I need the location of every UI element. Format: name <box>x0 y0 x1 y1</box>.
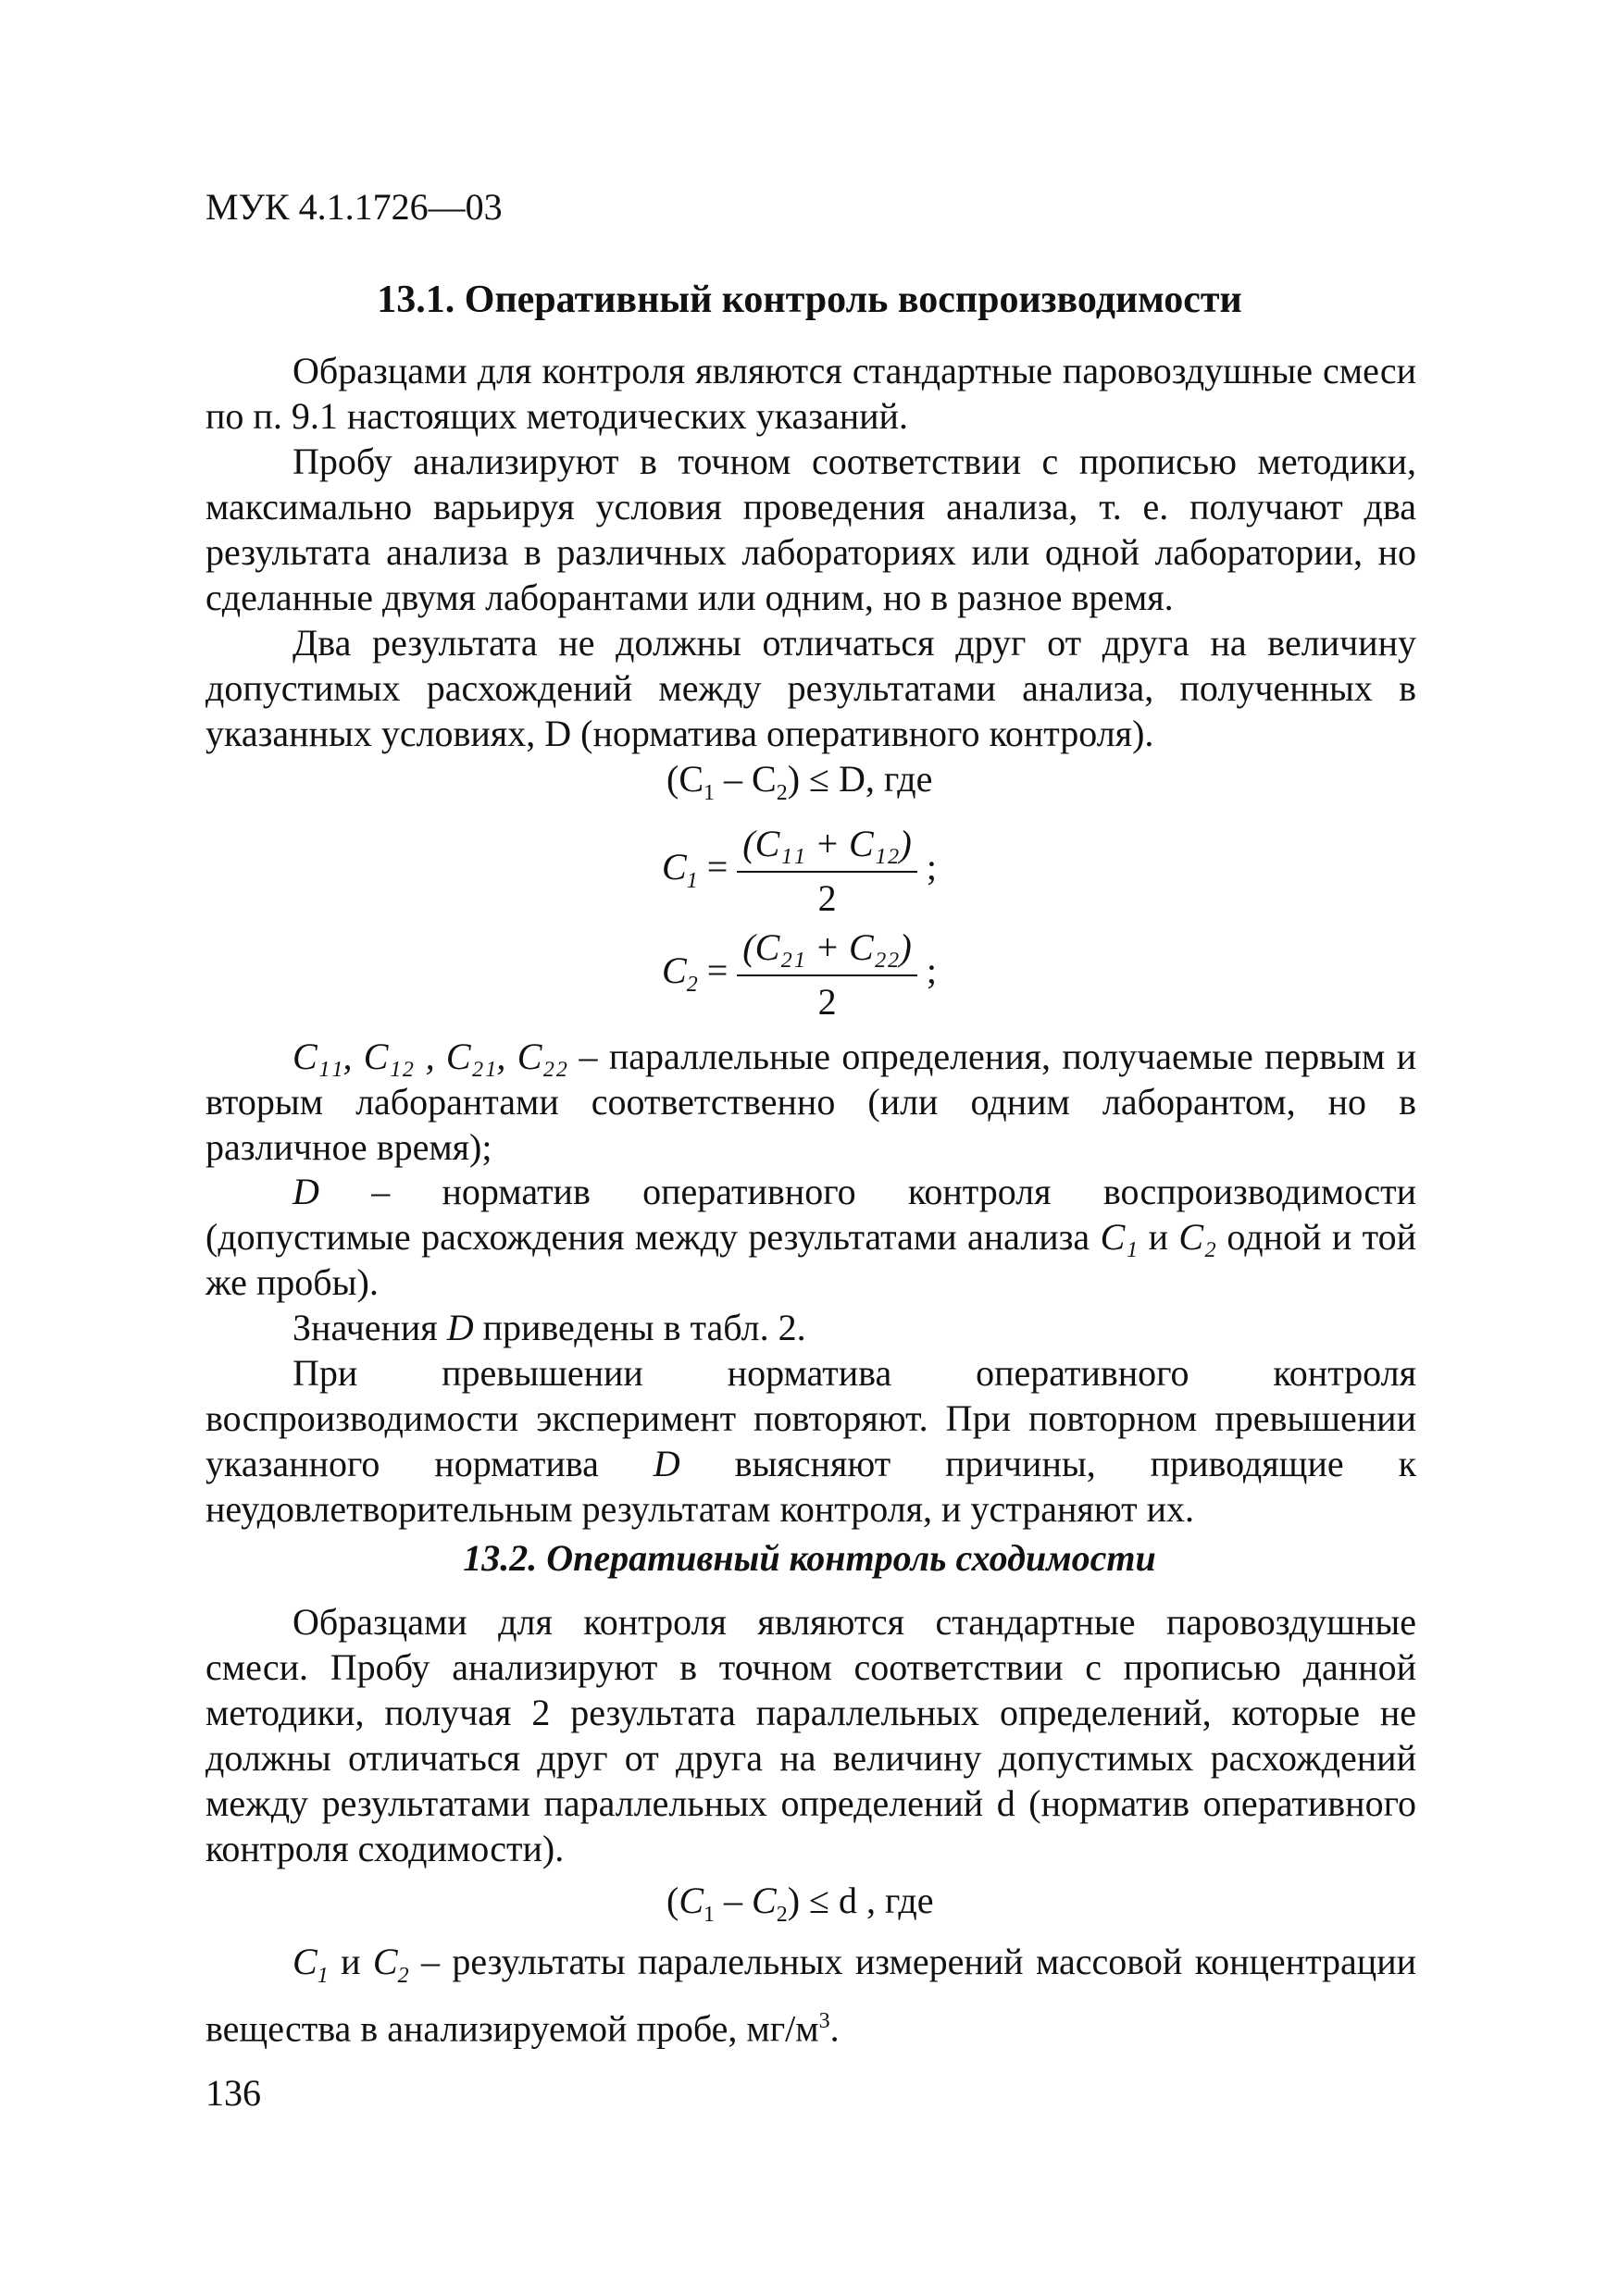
definition-measurement-results: $C_1$ и $C_2$ – результаты паралельных измерений массовой концентрации вещества в анализируемой пробе, $мг/м^3$. <box>205 1941 1417 2050</box>
formula-reproducibility-condition: $(С_1 - С_2) \le D$, где <box>666 758 933 805</box>
definition-parallel-determinations: C₁₁, C₁₂ , C₂₁, C₂₂ – параллельные определения, получаемые первым и вторым лаборантами соответственно (или одним лаборантом, но в различное время); <box>205 1036 1417 1168</box>
section-heading-reproducibility: 13.1. Оперативный контроль воспроизводимости <box>377 279 1242 321</box>
document-code: МУК 4.1.1726—03 <box>205 186 503 228</box>
definition-d-standard: D – норматив оперативного контроля воспроизводимости (допустимые расхождения между результатами анализа C₁ и C₂ одной и той же пробы). <box>205 1171 1416 1303</box>
paragraph-analysis-procedure: Пробу анализируют в точном соответствии с прописью методики, максимально варьируя условия проведения анализа, т. е. получают два результата анализа в различных лабораториях или одной лаборатории, но сделанные двумя лаборантами или одним, но в разное время. <box>205 441 1416 618</box>
fraction-c1: $\frac{\text{(C₁₁ + C₁₂)}}{2}$ <box>737 822 917 920</box>
paragraph-d-values: Значения D приведены в табл. 2. <box>293 1307 806 1348</box>
section-heading-convergence: 13.2. Оперативный контроль сходимости <box>463 1537 1156 1579</box>
formula-c2-mean: $C_2$ = $\frac{\text{(C₂₁ + C₂₂)}}{2}$ ; <box>662 926 937 1023</box>
formula-convergence-condition: $(C_1 - C_2) \le d$ , где <box>666 1880 934 1927</box>
fraction-c2: $\frac{\text{(C₂₁ + C₂₂)}}{2}$ <box>737 925 917 1024</box>
formula-c1-mean: $C_1$ = $\frac{\text{(C₁₁ + C₁₂)}}{2}$ ; <box>662 823 937 919</box>
paragraph-control-samples: Образцами для контроля являются стандартные паровоздушные смеси по п. 9.1 настоящих методических указаний. <box>205 350 1416 437</box>
paragraph-convergence-samples: Образцами для контроля являются стандартные паровоздушные смеси. Пробу анализируют в точном соответствии с прописью данной методики, получая 2 результата параллельных определений, которые не должны отличаться друг от друга на величину допустимых расхождений между результатами параллельных определений d (норматив оперативного контроля сходимости). <box>205 1601 1416 1869</box>
paragraph-allowed-discrepancy: Два результата не должны отличаться друг от друга на величину допустимых расхождений между результатами анализа, полученных в указанных условиях, D (норматива оперативного контроля). <box>205 622 1416 754</box>
paragraph-exceed-standard: При превышении норматива оперативного контроля воспроизводимости эксперимент повторяют. При повторном превышении указанного норматива D выясняют причины, приводящие к неудовлетворительным результатам контроля, и устраняют их. <box>205 1352 1417 1530</box>
page-number: 136 <box>205 2072 261 2114</box>
